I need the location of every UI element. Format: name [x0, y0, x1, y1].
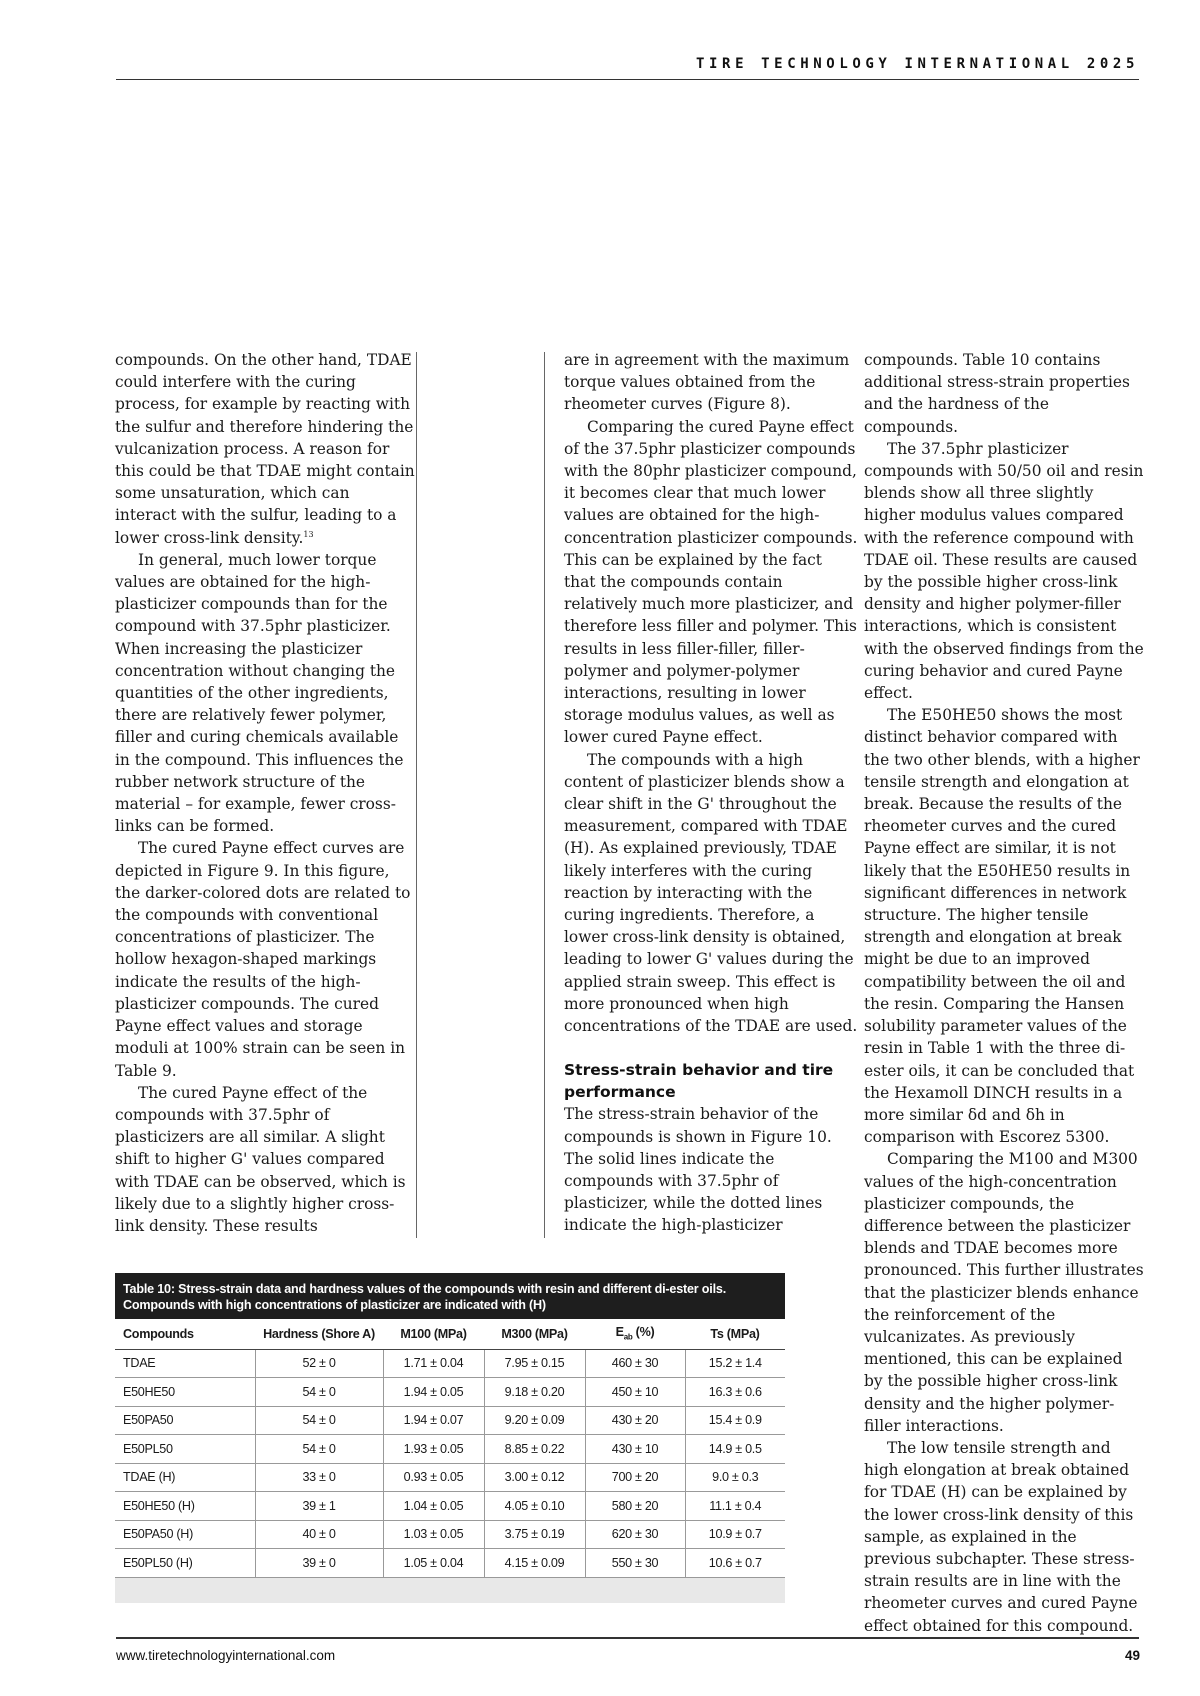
- table-cell: 1.03 ± 0.05: [383, 1520, 484, 1549]
- paragraph: The cured Payne effect curves are depicted in Figure 9. In this figure, the darker-colored dots are related to the compounds with conventional concentrations of plasticizer. The hollow hexagon-shaped markings indicate the results of the high-plasticizer compounds. The cured Payne effect values and storage moduli at 100% strain can be seen in Table 9.: [115, 839, 411, 1080]
- table-cell: 54 ± 0: [255, 1378, 383, 1407]
- table-10: [115, 1273, 785, 1603]
- paragraph: The stress-strain behavior of the compounds is shown in Figure 10. The solid lines indicate the compounds with 37.5phr of plasticizer, while the dotted lines indicate the high-plasticizer: [564, 1105, 832, 1235]
- table-cell: 9.18 ± 0.20: [484, 1378, 585, 1407]
- compound-name-cell: E50PA50 (H): [115, 1520, 255, 1549]
- paragraph: The 37.5phr plasticizer compounds with 50/50 oil and resin blends show all three slightly higher modulus values compared with the reference compound with TDAE oil. These results are caused by the possible higher cross-link density and higher polymer-filler interactions, which is consistent with the observed findings from the curing behavior and cured Payne effect.: [864, 439, 1144, 703]
- table-cell: 430 ± 10: [585, 1435, 685, 1464]
- table-caption-line: Table 10: Stress-strain data and hardness values of the compounds with resin and different di-ester oils.: [123, 1282, 726, 1296]
- table-row: [115, 1520, 785, 1549]
- table-cell: 620 ± 30: [585, 1520, 685, 1549]
- table-cell: 33 ± 0: [255, 1463, 383, 1492]
- table-cell: 700 ± 20: [585, 1463, 685, 1492]
- text-column-3: [864, 349, 1144, 1637]
- column-header: Hardness (Shore A): [255, 1319, 383, 1349]
- paragraph: Comparing the cured Payne effect of the 37.5phr plasticizer compounds with the 80phr plasticizer compound, it becomes clear that much lower values are obtained for the high-concentration plasticizer compounds. This can be explained by the fact that the compounds contain relatively much more plasticizer, and therefore less filler and polymer. This results in less filler-filler, filler-polymer and polymer-polymer interactions, resulting in lower storage modulus values, as well as lower cured Payne effect.: [564, 417, 858, 747]
- table-cell: 9.0 ± 0.3: [685, 1463, 785, 1492]
- table-cell: 1.71 ± 0.04: [383, 1349, 484, 1378]
- table-cell: 11.1 ± 0.4: [685, 1492, 785, 1521]
- column-header: Ts (MPa): [685, 1319, 785, 1349]
- table-cell: 460 ± 30: [585, 1349, 685, 1378]
- table-cell: 10.9 ± 0.7: [685, 1520, 785, 1549]
- table-cell: 580 ± 20: [585, 1492, 685, 1521]
- table-row: [115, 1406, 785, 1435]
- table-cell: 3.00 ± 0.12: [484, 1463, 585, 1492]
- table-caption-line: Compounds with high concentrations of plasticizer are indicated with (H): [123, 1298, 546, 1312]
- compound-name-cell: E50PA50: [115, 1406, 255, 1435]
- compound-name-cell: E50PL50: [115, 1435, 255, 1464]
- compound-name-cell: E50PL50 (H): [115, 1549, 255, 1578]
- table-cell: 430 ± 20: [585, 1406, 685, 1435]
- paragraph: The low tensile strength and high elongation at break obtained for TDAE (H) can be explained by the lower cross-link density of this sample, as explained in the previous subchapter. These stress-strain results are in line with the rheometer curves and cured Payne effect obtained for this compound.: [864, 1438, 1138, 1635]
- table-cell: 39 ± 0: [255, 1549, 383, 1578]
- eab-subscript: ab: [623, 1333, 633, 1342]
- table-cell: 550 ± 30: [585, 1549, 685, 1578]
- column-header: M300 (MPa): [484, 1319, 585, 1349]
- page-number: 49: [1124, 1648, 1140, 1663]
- table-row: [115, 1378, 785, 1407]
- column-header: Compounds: [115, 1319, 255, 1349]
- eab-symbol: E: [615, 1325, 624, 1340]
- table-cell: 1.04 ± 0.05: [383, 1492, 484, 1521]
- table-cell: 4.15 ± 0.09: [484, 1549, 585, 1578]
- table-cell: 1.93 ± 0.05: [383, 1435, 484, 1464]
- table-caption: [115, 1273, 785, 1319]
- column-header: [585, 1319, 685, 1349]
- table-cell: 7.95 ± 0.15: [484, 1349, 585, 1378]
- table-cell: 3.75 ± 0.19: [484, 1520, 585, 1549]
- column-divider: [544, 352, 545, 1238]
- table-cell: 9.20 ± 0.09: [484, 1406, 585, 1435]
- table-row: [115, 1435, 785, 1464]
- table-header-row: [115, 1319, 785, 1349]
- table-row: [115, 1492, 785, 1521]
- table-cell: 54 ± 0: [255, 1435, 383, 1464]
- compound-name-cell: E50HE50 (H): [115, 1492, 255, 1521]
- table-cell: 10.6 ± 0.7: [685, 1549, 785, 1578]
- table-cell: 16.3 ± 0.6: [685, 1378, 785, 1407]
- column-divider: [416, 352, 417, 1238]
- table-cell: 4.05 ± 0.10: [484, 1492, 585, 1521]
- compound-name-cell: E50HE50: [115, 1378, 255, 1407]
- table-cell: 450 ± 10: [585, 1378, 685, 1407]
- column-header: M100 (MPa): [383, 1319, 484, 1349]
- text-column-2: [564, 349, 858, 1237]
- table-cell: 52 ± 0: [255, 1349, 383, 1378]
- data-table: [115, 1319, 785, 1578]
- table-row: [115, 1463, 785, 1492]
- publication-title: [696, 56, 1139, 72]
- table-cell: 39 ± 1: [255, 1492, 383, 1521]
- paragraph: The compounds with a high content of plasticizer blends show a clear shift in the G' throughout the measurement, compared with TDAE (H). As explained previously, TDAE likely interferes with the curing reaction by interacting with the curing ingredients. Therefore, a lower cross-link density is obtained, leading to lower G' values during the applied strain sweep. This effect is more pronounced when high concentrations of the TDAE are used.: [564, 750, 858, 1036]
- paragraph-text: compounds. On the other hand, TDAE could interfere with the curing process, for example by reacting with the sulfur and therefore hindering the vulcanization process. A reason for this could be that TDAE might contain some unsaturation, which can interact with the sulfur, leading to a lower cross-link density.: [115, 351, 415, 547]
- reference-superscript: 13: [303, 529, 314, 539]
- paragraph: [115, 349, 415, 549]
- table-row: [115, 1549, 785, 1578]
- table-cell: 15.4 ± 0.9: [685, 1406, 785, 1435]
- page-header: [116, 56, 1139, 80]
- footer-url: www.tiretechnologyinternational.com: [116, 1648, 336, 1663]
- table-cell: 54 ± 0: [255, 1406, 383, 1435]
- paragraph: The cured Payne effect of the compounds with 37.5phr of plasticizers are all similar. A slight shift to higher G' values compared with TDAE can be observed, which is likely due to a slightly higher cross-link density. These results: [115, 1083, 406, 1235]
- table-cell: 15.2 ± 1.4: [685, 1349, 785, 1378]
- section-subheading: Stress-strain behavior and tire performance: [564, 1061, 834, 1102]
- table-row: [115, 1349, 785, 1378]
- paragraph: Comparing the M100 and M300 values of the high-concentration plasticizer compounds, the difference between the plasticizer blends and TDAE becomes more pronounced. This further illustrates that the plasticizer blends enhance the reinforcement of the vulcanizates. As previously mentioned, this can be explained by the possible higher cross-link density and the higher polymer-filler interactions.: [864, 1150, 1144, 1435]
- table-cell: 1.94 ± 0.05: [383, 1378, 484, 1407]
- table-cell: 40 ± 0: [255, 1520, 383, 1549]
- table-cell: 14.9 ± 0.5: [685, 1435, 785, 1464]
- table-body: [115, 1349, 785, 1577]
- compound-name-cell: TDAE: [123, 1356, 156, 1371]
- eab-unit: (%): [632, 1325, 655, 1340]
- table-cell: 8.85 ± 0.22: [484, 1435, 585, 1464]
- publication-year: 2025: [1086, 56, 1139, 72]
- text-column-1: [115, 349, 415, 1237]
- table-cell: 1.94 ± 0.07: [383, 1406, 484, 1435]
- footer-divider: [116, 1637, 1139, 1639]
- publication-name: TIRE TECHNOLOGY INTERNATIONAL: [696, 56, 1074, 72]
- table-cell: 0.93 ± 0.05: [383, 1463, 484, 1492]
- compound-name-cell: TDAE (H): [115, 1463, 255, 1492]
- table-cell: 1.05 ± 0.04: [383, 1549, 484, 1578]
- paragraph: compounds. Table 10 contains additional stress-strain properties and the hardness of the compounds.: [864, 351, 1130, 436]
- paragraph: In general, much lower torque values are obtained for the high-plasticizer compounds than for the compound with 37.5phr plasticizer. When increasing the plasticizer concentration without changing the quantities of the other ingredients, there are relatively fewer polymer, filler and curing chemicals available in the compound. This influences the rubber network structure of the material – for example, fewer cross-links can be formed.: [115, 550, 404, 836]
- paragraph: The E50HE50 shows the most distinct behavior compared with the two other blends, with a higher tensile strength and elongation at break. Because the results of the rheometer curves and the cured Payne effect are similar, it is not likely that the E50HE50 results in significant differences in network structure. The higher tensile strength and elongation at break might be due to an improved compatibility between the oil and the resin. Comparing the Hansen solubility parameter values of the resin in Table 1 with the three di-ester oils, it can be concluded that the Hexamoll DINCH results in a more similar δd and δh in comparison with Escorez 5300.: [864, 706, 1140, 1147]
- paragraph: are in agreement with the maximum torque values obtained from the rheometer curves (Figure 8).: [564, 351, 850, 414]
